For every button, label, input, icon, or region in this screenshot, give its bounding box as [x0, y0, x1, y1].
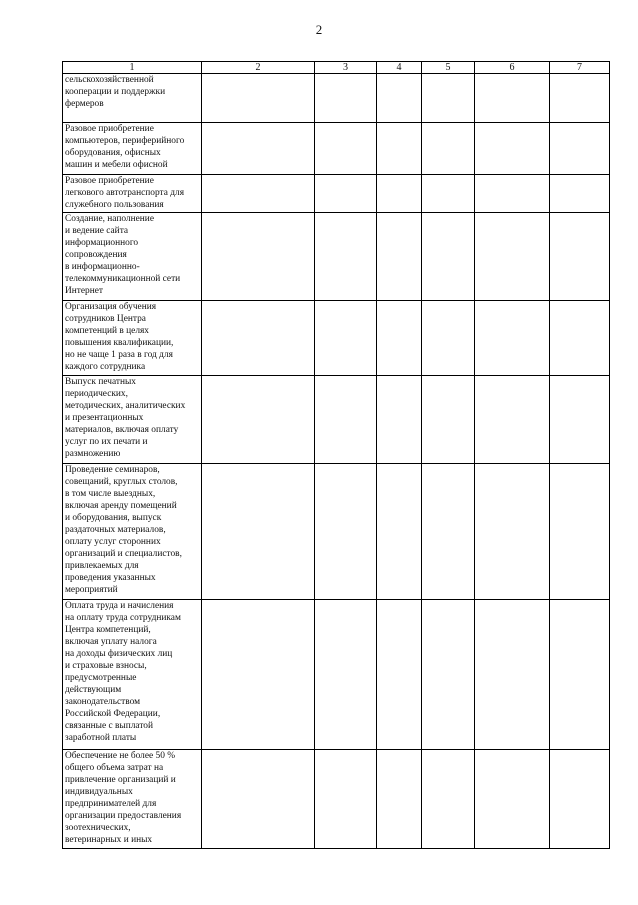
empty-cell — [475, 600, 550, 750]
empty-cell — [377, 123, 422, 175]
empty-cell — [422, 376, 475, 464]
header-row — [63, 62, 610, 74]
column-header: 6 — [475, 62, 550, 74]
empty-cell — [377, 175, 422, 213]
empty-cell — [550, 74, 610, 123]
expense-item-cell: сельскохозяйственной кооперации и поддержки фермеров — [63, 74, 202, 123]
empty-cell — [475, 464, 550, 600]
empty-cell — [202, 376, 315, 464]
empty-cell — [475, 301, 550, 376]
empty-cell — [475, 213, 550, 301]
empty-cell — [550, 600, 610, 750]
table-row — [63, 464, 610, 600]
table-row — [63, 123, 610, 175]
empty-cell — [377, 301, 422, 376]
empty-cell — [422, 213, 475, 301]
empty-cell — [550, 175, 610, 213]
table-row — [63, 376, 610, 464]
empty-cell — [550, 750, 610, 849]
empty-cell — [422, 600, 475, 750]
empty-cell — [377, 464, 422, 600]
expense-item-cell: Разовое приобретение компьютеров, периферийного оборудования, офисных машин и мебели офисной — [63, 123, 202, 175]
empty-cell — [315, 74, 377, 123]
empty-cell — [202, 123, 315, 175]
empty-cell — [422, 464, 475, 600]
empty-cell — [550, 301, 610, 376]
table-row — [63, 600, 610, 750]
expense-item-cell: Организация обучения сотрудников Центра компетенций в целях повышения квалификации, но не чаще 1 раза в год для каждого сотрудника — [63, 301, 202, 376]
empty-cell — [377, 600, 422, 750]
empty-cell — [315, 750, 377, 849]
expense-item-cell: Разовое приобретение легкового автотранспорта для служебного пользования — [63, 175, 202, 213]
empty-cell — [202, 175, 315, 213]
column-header: 3 — [315, 62, 377, 74]
empty-cell — [422, 74, 475, 123]
empty-cell — [475, 750, 550, 849]
empty-cell — [377, 74, 422, 123]
empty-cell — [315, 213, 377, 301]
empty-cell — [422, 123, 475, 175]
empty-cell — [377, 213, 422, 301]
empty-cell — [202, 464, 315, 600]
empty-cell — [202, 301, 315, 376]
table-row — [63, 750, 610, 849]
empty-cell — [315, 123, 377, 175]
page-number: 2 — [315, 22, 323, 37]
empty-cell — [202, 600, 315, 750]
column-header: 1 — [63, 62, 202, 74]
expense-item-cell: Обеспечение не более 50 % общего объема затрат на привлечение организаций и индивидуальных предпринимателей для организации предоставления зоотехнических, ветеринарных и иных — [63, 750, 202, 849]
empty-cell — [377, 750, 422, 849]
empty-cell — [202, 213, 315, 301]
empty-cell — [550, 464, 610, 600]
empty-cell — [422, 175, 475, 213]
expense-item-cell: Проведение семинаров, совещаний, круглых столов, в том числе выездных, включая аренду помещений и оборудования, выпуск раздаточных материалов, оплату услуг сторонних организаций и специалистов, привлекаемых для проведения указанных мероприятий — [63, 464, 202, 600]
empty-cell — [315, 464, 377, 600]
empty-cell — [202, 750, 315, 849]
empty-cell — [475, 376, 550, 464]
empty-cell — [422, 301, 475, 376]
expense-item-cell: Создание, наполнение и ведение сайта информационного сопровождения в информационно- телекоммуникационной сети Интернет — [63, 213, 202, 301]
empty-cell — [377, 376, 422, 464]
empty-cell — [202, 74, 315, 123]
empty-cell — [315, 301, 377, 376]
column-header: 5 — [422, 62, 475, 74]
empty-cell — [475, 123, 550, 175]
empty-cell — [550, 213, 610, 301]
column-header: 4 — [377, 62, 422, 74]
empty-cell — [422, 750, 475, 849]
empty-cell — [475, 74, 550, 123]
expense-item-cell: Оплата труда и начисления на оплату труда сотрудникам Центра компетенций, включая уплату налога на доходы физических лиц и страховые взносы, предусмотренные действующим законодательством Российской Федерации, связанные с выплатой заработной платы — [63, 600, 202, 750]
empty-cell — [475, 175, 550, 213]
empty-cell — [315, 175, 377, 213]
column-header: 7 — [550, 62, 610, 74]
column-header: 2 — [202, 62, 315, 74]
table-row — [63, 175, 610, 213]
expense-table — [62, 61, 610, 849]
empty-cell — [550, 123, 610, 175]
table-row — [63, 301, 610, 376]
empty-cell — [315, 600, 377, 750]
table-row — [63, 74, 610, 123]
empty-cell — [315, 376, 377, 464]
table-row — [63, 213, 610, 301]
expense-item-cell: Выпуск печатных периодических, методических, аналитических и презентационных материалов, включая оплату услуг по их печати и размножению — [63, 376, 202, 464]
empty-cell — [550, 376, 610, 464]
